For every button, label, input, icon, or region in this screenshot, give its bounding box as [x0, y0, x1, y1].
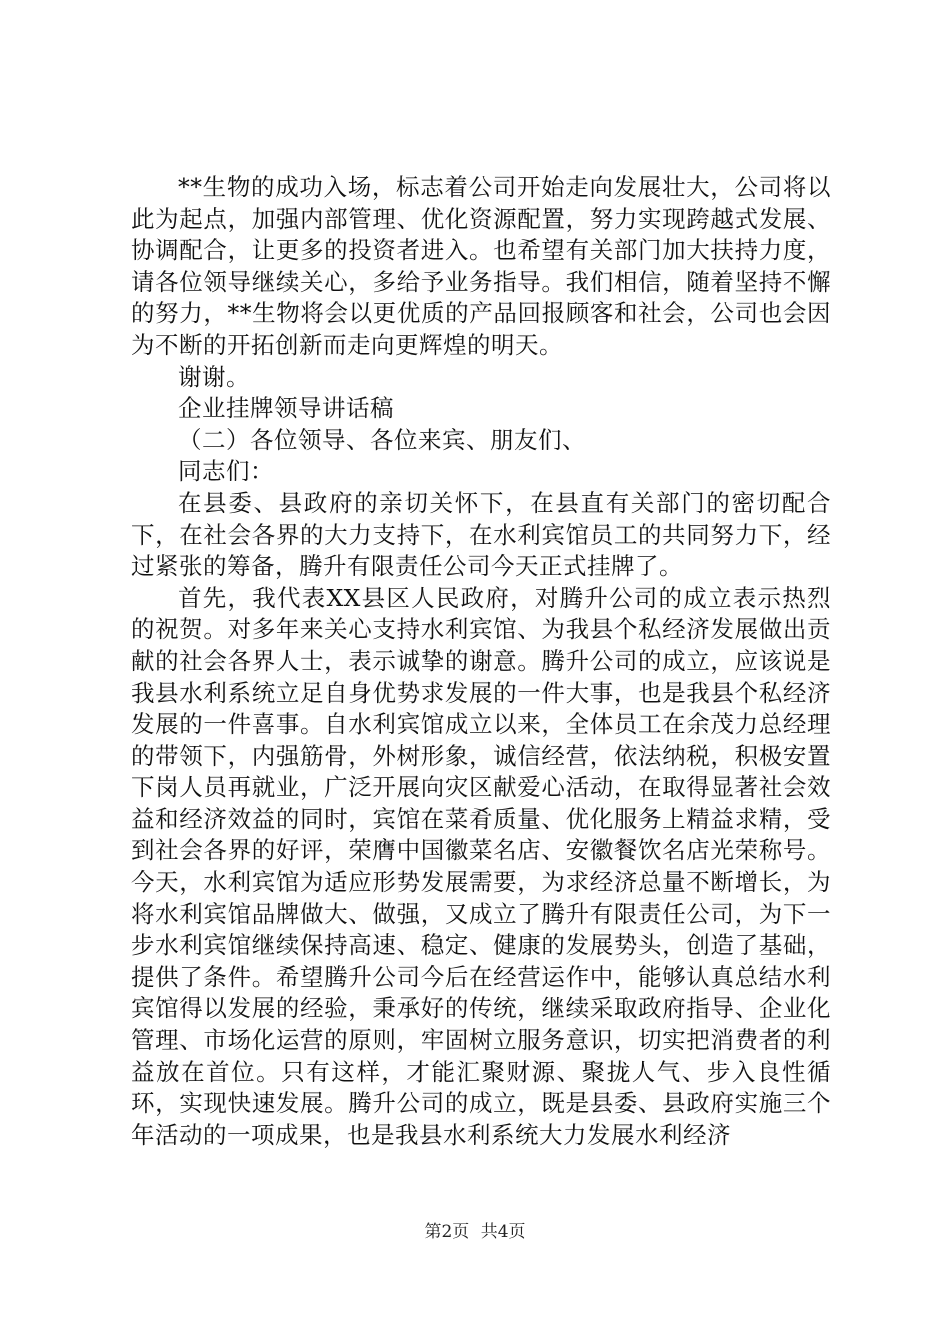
page-number: 第2页	[424, 1222, 470, 1242]
document-body	[131, 172, 831, 1151]
salutation-line: （二）各位领导、各位来宾、朋友们、	[178, 425, 586, 454]
thanks-line: 谢谢。	[178, 362, 250, 391]
paragraph-closing-remarks: **生物的成功入场，标志着公司开始走向发展壮大，公司将以此为起点，加强内部管理、优化资源配置，努力实现跨越式发展、协调配合，让更多的投资者进入。也希望有关部门加大扶持力度，请各位领导继续关心，多给予业务指导。我们相信，随着坚持不懈的努力，**生物将会以更优质的产品回报顾客和社会，公司也会因为不断的开拓创新而走向更辉煌的明天。	[131, 173, 831, 359]
salutation-comrades: 同志们：	[178, 457, 274, 486]
section-title: 企业挂牌领导讲话稿	[178, 394, 394, 423]
total-pages: 共4页	[480, 1222, 526, 1242]
paragraph-main: 首先，我代表XX县区人民政府，对腾升公司的成立表示热烈的祝贺。对多年来关心支持水利宾馆、为我县个私经济发展做出贡献的社会各界人士，表示诚挚的谢意。腾升公司的成立，应该说是我县水利系统立足自身优势求发展的一件大事，也是我县个私经济发展的一件喜事。自水利宾馆成立以来，全体员工在余茂力总经理的带领下，内强筋骨，外树形象，诚信经营，依法纳税，积极安置下岗人员再就业，广泛开展向灾区献爱心活动，在取得显著社会效益和经济效益的同时，宾馆在菜肴质量、优化服务上精益求精，受到社会各界的好评，荣膺中国徽菜名店、安徽餐饮名店光荣称号。今天，水利宾馆为适应形势发展需要，为求经济总量不断增长，为将水利宾馆品牌做大、做强，又成立了腾升有限责任公司，为下一步水利宾馆继续保持高速、稳定、健康的发展势头，创造了基础，提供了条件。希望腾升公司今后在经营运作中，能够认真总结水利宾馆得以发展的经验，秉承好的传统，继续采取政府指导、企业化管理、市场化运营的原则，牢固树立服务意识，切实把消费者的利益放在首位。只有这样，才能汇聚财源、聚拢人气、步入良性循环，实现快速发展。腾升公司的成立，既是县委、县政府实施三个年活动的一项成果，也是我县水利系统大力发展水利经济	[131, 583, 831, 1149]
page-footer	[0, 1217, 950, 1242]
paragraph-opening: 在县委、县政府的亲切关怀下，在县直有关部门的密切配合下，在社会各界的大力支持下，在水利宾馆员工的共同努力下，经过紧张的筹备，腾升有限责任公司今天正式挂牌了。	[131, 488, 831, 581]
